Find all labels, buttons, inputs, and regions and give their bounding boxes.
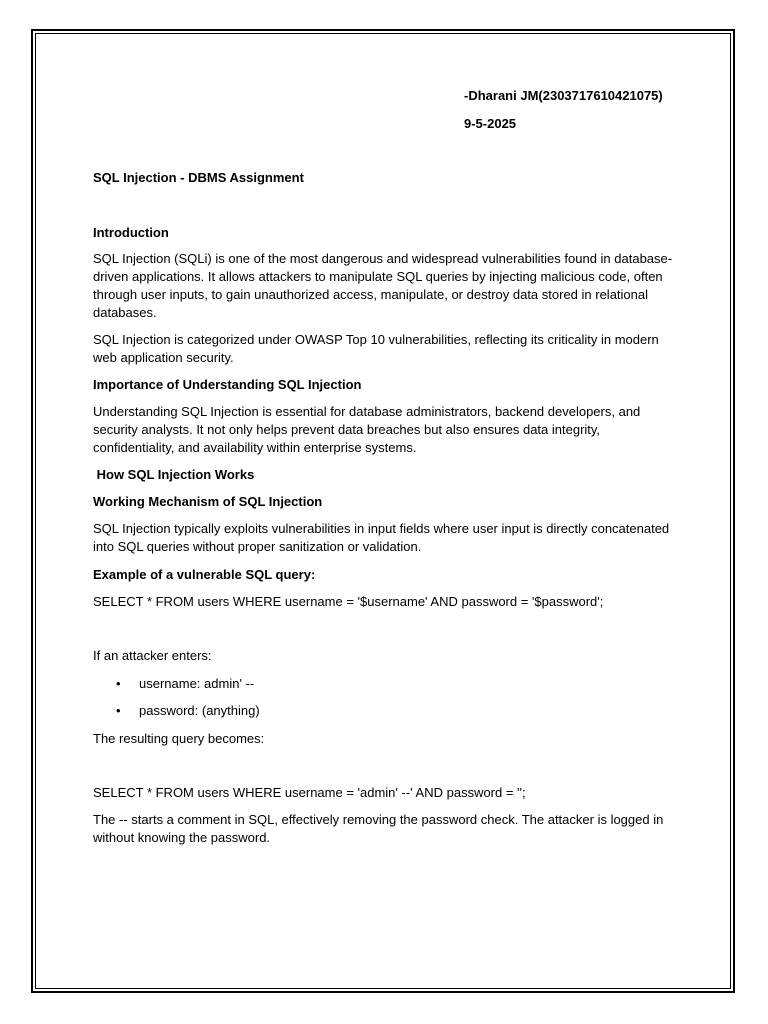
importance-paragraph xyxy=(93,403,683,457)
example-heading: Example of a vulnerable SQL query: xyxy=(93,567,316,582)
text-line: SQL Injection is categorized under OWASP Top 10 vulnerabilities, reflecting its criticality in modern xyxy=(93,332,659,347)
vulnerable-query: SELECT * FROM users WHERE username = '$username' AND password = '$password'; xyxy=(93,594,604,609)
bullet-item-username: username: admin' -- xyxy=(139,676,255,691)
intro-heading: Introduction xyxy=(93,225,169,240)
text-line: security analysts. It not only helps prevent data breaches but also ensures data integrity, xyxy=(93,422,601,437)
text-line: web application security. xyxy=(93,350,234,365)
result-intro: The resulting query becomes: xyxy=(93,731,265,746)
text-line: SQL Injection (SQLi) is one of the most dangerous and widespread vulnerabilities found in database- xyxy=(93,251,673,266)
text-line: SQL Injection typically exploits vulnerabilities in input fields where user input is directly concatenated xyxy=(93,521,670,536)
document-title: SQL Injection - DBMS Assignment xyxy=(93,170,304,185)
bullet-icon: • xyxy=(116,676,121,691)
resulting-query: SELECT * FROM users WHERE username = 'admin' --' AND password = ''; xyxy=(93,785,526,800)
text-line: through user inputs, to gain unauthorized access, manipulate, or destroy data stored in relational xyxy=(93,287,649,302)
explanation-paragraph xyxy=(93,811,683,847)
text-line: Understanding SQL Injection is essential for database administrators, backend developers, and xyxy=(93,404,641,419)
text-line: confidentiality, and availability within enterprise systems. xyxy=(93,440,417,455)
date-line: 9-5-2025 xyxy=(464,116,517,131)
mechanism-paragraph xyxy=(93,520,683,556)
text-line: into SQL queries without proper sanitization or validation. xyxy=(93,539,422,554)
text-line: The -- starts a comment in SQL, effectively removing the password check. The attacker is logged in xyxy=(93,812,664,827)
intro-paragraph-1 xyxy=(93,250,683,322)
author-line: -Dharani JM(2303717610421075) xyxy=(464,88,663,103)
intro-paragraph-2 xyxy=(93,331,683,367)
how-it-works-heading: How SQL Injection Works xyxy=(93,467,255,482)
mechanism-subheading: Working Mechanism of SQL Injection xyxy=(93,494,323,509)
text-line: driven applications. It allows attackers to manipulate SQL queries by injecting malicious code, often xyxy=(93,269,663,284)
importance-heading: Importance of Understanding SQL Injection xyxy=(93,377,362,392)
attacker-intro: If an attacker enters: xyxy=(93,648,212,663)
bullet-item-password: password: (anything) xyxy=(139,703,260,718)
text-line: databases. xyxy=(93,305,157,320)
bullet-icon: • xyxy=(116,703,121,718)
text-line: without knowing the password. xyxy=(93,830,271,845)
